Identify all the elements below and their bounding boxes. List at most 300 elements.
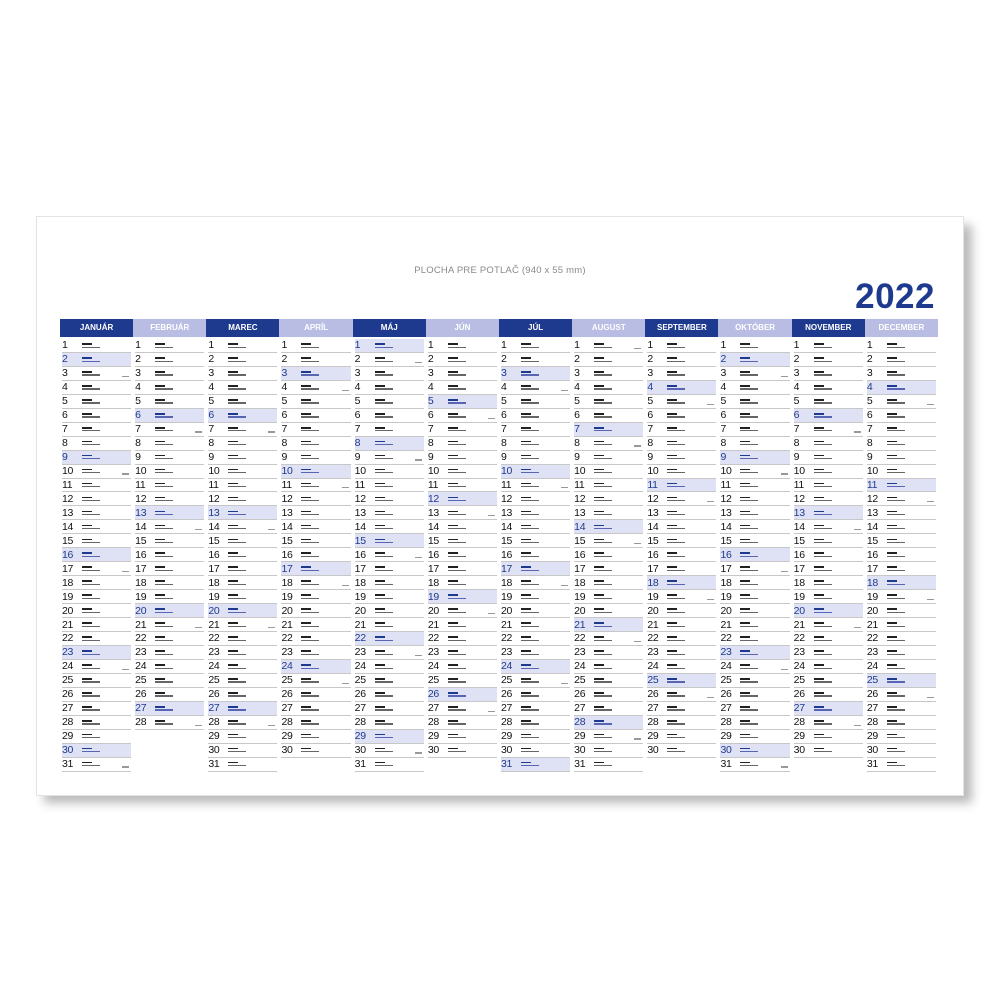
nameday-text (448, 654, 466, 655)
weekday-text (814, 594, 824, 596)
day-row (501, 353, 570, 367)
nameday-text (594, 542, 612, 543)
day-row (867, 534, 936, 548)
nameday-text (82, 681, 100, 682)
day-number: 2 (500, 353, 507, 366)
day-list (206, 339, 279, 772)
day-text (594, 455, 612, 460)
nameday-text (814, 640, 832, 641)
day-row (794, 604, 863, 618)
weekday-text (521, 594, 531, 596)
weekday-text (740, 539, 750, 541)
day-row (867, 548, 936, 562)
week-number-mark (854, 627, 861, 628)
day-text (301, 455, 319, 460)
day-row (647, 744, 716, 758)
day-text (521, 385, 539, 390)
nameday-text (228, 542, 246, 543)
day-row (135, 339, 204, 353)
day-number: 18 (62, 576, 74, 589)
day-number: 1 (281, 339, 288, 352)
day-row (428, 576, 497, 590)
day-text (594, 525, 612, 530)
day-text (740, 497, 758, 502)
nameday-text (667, 723, 685, 724)
nameday-text (228, 668, 246, 669)
day-number: 26 (135, 688, 147, 701)
day-text (228, 664, 246, 669)
day-text (375, 678, 393, 683)
nameday-text (155, 500, 173, 501)
nameday-text (740, 402, 758, 403)
nameday-text (155, 556, 173, 557)
day-text (521, 566, 539, 571)
day-number: 17 (281, 562, 293, 575)
day-text (814, 427, 832, 432)
nameday-text (448, 737, 466, 738)
empty-day-row (794, 758, 863, 772)
day-text (814, 692, 832, 697)
day-number: 4 (281, 381, 288, 394)
nameday-text (228, 486, 246, 487)
nameday-text (814, 361, 832, 362)
day-text (887, 483, 905, 488)
weekday-text (375, 427, 385, 429)
day-row (355, 716, 424, 730)
day-number: 13 (866, 506, 878, 519)
day-text (887, 539, 905, 544)
week-number-mark (488, 515, 495, 516)
nameday-text (521, 388, 539, 389)
day-number: 1 (720, 339, 727, 352)
nameday-text (887, 528, 905, 529)
day-row (867, 660, 936, 674)
month-header: JANUÁR (60, 319, 133, 337)
nameday-text (375, 402, 393, 403)
day-row (208, 562, 277, 576)
day-number: 8 (135, 437, 141, 450)
day-row (867, 576, 936, 590)
nameday-text (228, 640, 246, 641)
nameday-text (667, 751, 685, 752)
day-number: 13 (281, 506, 293, 519)
day-number: 9 (720, 451, 727, 464)
nameday-text (667, 347, 685, 348)
nameday-text (740, 472, 758, 473)
nameday-text (448, 500, 466, 501)
weekday-text (82, 343, 92, 345)
day-number: 3 (574, 367, 580, 380)
day-text (594, 678, 612, 683)
weekday-text (375, 692, 385, 694)
day-row (720, 506, 789, 520)
day-text (301, 469, 319, 474)
day-row (647, 534, 716, 548)
weekday-text (301, 664, 311, 666)
weekday-text (82, 566, 92, 568)
day-row (135, 618, 204, 632)
day-number: 29 (62, 730, 74, 743)
day-number: 10 (720, 465, 732, 478)
day-number: 17 (793, 562, 805, 575)
day-text (375, 525, 393, 530)
nameday-text (521, 416, 539, 417)
day-number: 5 (208, 395, 214, 408)
day-number: 17 (354, 562, 366, 575)
day-row (135, 646, 204, 660)
day-text (375, 706, 393, 711)
nameday-text (887, 709, 905, 710)
nameday-text (667, 640, 685, 641)
day-row (867, 590, 936, 604)
weekday-text (594, 678, 604, 680)
weekday-text (887, 539, 897, 541)
nameday-text (228, 416, 246, 417)
weekday-text (521, 748, 531, 750)
day-number: 14 (135, 520, 147, 533)
day-number: 27 (500, 702, 513, 715)
day-text (375, 385, 393, 390)
day-row (281, 716, 350, 730)
nameday-text (375, 709, 393, 710)
day-text (521, 734, 539, 739)
nameday-text (521, 514, 539, 515)
day-row (428, 660, 497, 674)
weekday-text (814, 664, 824, 666)
day-number: 10 (281, 465, 293, 478)
day-row (62, 492, 131, 506)
day-row (281, 479, 350, 493)
nameday-text (887, 486, 905, 487)
day-number: 17 (866, 562, 878, 575)
day-row (428, 339, 497, 353)
week-number-mark (854, 431, 861, 432)
weekday-text (155, 497, 165, 499)
day-row (428, 479, 497, 493)
weekday-text (82, 762, 92, 764)
day-number: 10 (866, 465, 878, 478)
day-text (448, 608, 466, 613)
day-row (867, 479, 936, 493)
day-number: 30 (62, 744, 74, 757)
nameday-text (740, 640, 758, 641)
day-row (867, 381, 936, 395)
nameday-text (301, 556, 319, 557)
day-number: 18 (574, 576, 586, 589)
weekday-text (375, 706, 385, 708)
nameday-text (521, 430, 539, 431)
weekday-text (667, 497, 677, 499)
day-number: 8 (574, 437, 580, 450)
day-number: 15 (574, 534, 586, 547)
day-text (155, 399, 173, 404)
day-number: 28 (135, 716, 147, 729)
nameday-text (594, 374, 612, 375)
day-row (135, 688, 204, 702)
weekday-text (375, 552, 385, 554)
day-text (887, 371, 905, 376)
day-text (594, 497, 612, 502)
weekday-text (521, 483, 531, 485)
weekday-text (228, 357, 238, 359)
day-row (428, 632, 497, 646)
day-number: 22 (354, 632, 366, 645)
nameday-text (301, 388, 319, 389)
day-number: 30 (647, 744, 659, 757)
day-text (155, 469, 173, 474)
day-row (867, 688, 936, 702)
day-row (355, 562, 424, 576)
day-number: 11 (62, 479, 73, 491)
day-row (574, 604, 643, 618)
day-number: 9 (793, 451, 800, 464)
nameday-text (301, 416, 319, 417)
day-row (281, 423, 350, 437)
day-number: 3 (866, 367, 873, 380)
day-row (867, 339, 936, 353)
day-row (355, 381, 424, 395)
day-row (355, 548, 424, 562)
nameday-text (448, 668, 466, 669)
day-row (867, 465, 936, 479)
month-column (572, 319, 645, 773)
weekday-text (375, 636, 385, 638)
day-row (501, 409, 570, 423)
day-number: 14 (208, 520, 220, 533)
day-text (448, 706, 466, 711)
weekday-text (667, 552, 677, 554)
week-number-mark (781, 571, 788, 572)
day-text (887, 343, 905, 348)
nameday-text (814, 556, 832, 557)
day-number: 19 (793, 590, 805, 603)
weekday-text (887, 427, 897, 429)
weekday-text (448, 720, 458, 722)
month-column (133, 319, 206, 773)
day-number: 23 (135, 646, 147, 659)
day-row (208, 451, 277, 465)
day-number: 9 (866, 451, 873, 464)
nameday-text (887, 765, 905, 766)
day-number: 16 (135, 548, 147, 561)
day-text (301, 483, 319, 488)
day-number: 16 (281, 548, 293, 561)
day-number: 2 (574, 353, 580, 366)
day-text (740, 525, 758, 530)
day-number: 31 (500, 758, 513, 771)
day-number: 4 (500, 381, 507, 394)
weekday-text (448, 748, 458, 750)
week-number-mark (415, 459, 422, 460)
nameday-text (301, 444, 319, 445)
day-row (501, 674, 570, 688)
weekday-text (155, 706, 165, 708)
day-number: 8 (427, 437, 434, 450)
day-row (574, 381, 643, 395)
day-text (740, 748, 758, 753)
day-text (521, 636, 539, 641)
day-row (62, 451, 131, 465)
nameday-text (448, 751, 466, 752)
day-row (720, 395, 789, 409)
day-row (355, 646, 424, 660)
weekday-text (375, 483, 385, 485)
nameday-text (521, 570, 539, 571)
nameday-text (301, 584, 319, 585)
weekday-text (887, 357, 897, 359)
day-number: 20 (574, 604, 586, 617)
weekday-text (155, 580, 165, 582)
nameday-text (667, 570, 685, 571)
day-number: 13 (427, 506, 439, 519)
nameday-text (82, 570, 100, 571)
day-row (62, 590, 131, 604)
day-row (208, 604, 277, 618)
weekday-text (448, 427, 458, 429)
day-text (814, 511, 832, 516)
weekday-text (814, 343, 824, 345)
week-number-mark (415, 362, 422, 363)
weekday-text (594, 622, 604, 624)
weekday-text (814, 427, 824, 429)
day-row (281, 451, 350, 465)
nameday-text (228, 347, 246, 348)
nameday-text (301, 402, 319, 403)
day-text (375, 566, 393, 571)
day-row (281, 744, 350, 758)
nameday-text (228, 430, 246, 431)
nameday-text (448, 556, 466, 557)
day-number: 18 (647, 576, 659, 589)
day-number: 10 (574, 465, 586, 478)
day-number: 7 (62, 423, 68, 436)
day-text (228, 469, 246, 474)
day-number: 28 (208, 716, 220, 729)
day-row (794, 674, 863, 688)
weekday-text (521, 608, 531, 610)
weekday-text (521, 497, 531, 499)
day-row (208, 520, 277, 534)
day-row (574, 409, 643, 423)
weekday-text (667, 748, 677, 750)
weekday-text (301, 539, 311, 541)
day-number: 15 (647, 534, 659, 547)
day-number: 13 (500, 506, 513, 519)
day-text (887, 511, 905, 516)
nameday-text (667, 709, 685, 710)
nameday-text (155, 654, 173, 655)
day-text (667, 539, 685, 544)
day-row (62, 534, 131, 548)
day-text (375, 636, 393, 641)
day-row (867, 646, 936, 660)
nameday-text (448, 528, 466, 529)
day-text (887, 357, 905, 362)
nameday-text (82, 737, 100, 738)
day-row (867, 744, 936, 758)
day-row (867, 367, 936, 381)
day-text (594, 441, 612, 446)
weekday-text (375, 525, 385, 527)
nameday-text (814, 654, 832, 655)
day-number: 26 (208, 688, 220, 701)
day-text (82, 552, 100, 557)
day-row (574, 576, 643, 590)
day-text (301, 594, 319, 599)
day-number: 3 (208, 367, 214, 380)
day-number: 5 (866, 395, 873, 408)
nameday-text (448, 486, 466, 487)
day-number: 17 (62, 562, 74, 575)
nameday-text (228, 654, 246, 655)
day-number: 18 (354, 576, 366, 589)
day-number: 6 (720, 409, 727, 422)
weekday-text (740, 413, 750, 415)
day-row (62, 730, 131, 744)
day-row (720, 367, 789, 381)
day-row (208, 534, 277, 548)
nameday-text (228, 612, 246, 613)
day-number: 14 (281, 520, 293, 533)
day-text (228, 720, 246, 725)
day-row (355, 674, 424, 688)
day-row (428, 688, 497, 702)
day-text (740, 455, 758, 460)
weekday-text (155, 469, 165, 471)
nameday-text (448, 430, 466, 431)
weekday-text (301, 636, 311, 638)
weekday-text (301, 357, 311, 359)
day-number: 27 (62, 702, 74, 715)
weekday-text (301, 525, 311, 527)
day-text (228, 636, 246, 641)
day-text (301, 525, 319, 530)
nameday-text (594, 458, 612, 459)
week-number-mark (122, 473, 129, 474)
nameday-text (375, 695, 393, 696)
nameday-text (375, 765, 393, 766)
day-text (375, 664, 393, 669)
nameday-text (448, 374, 466, 375)
day-row (62, 688, 131, 702)
day-number: 14 (574, 520, 586, 533)
day-text (887, 636, 905, 641)
day-number: 23 (208, 646, 220, 659)
day-row (62, 758, 131, 772)
day-text (228, 511, 246, 516)
day-text (82, 636, 100, 641)
day-text (667, 692, 685, 697)
empty-day-row (647, 758, 716, 772)
day-number: 21 (281, 618, 293, 631)
day-text (82, 706, 100, 711)
day-number: 19 (866, 590, 878, 603)
day-number: 14 (427, 520, 439, 533)
nameday-text (887, 737, 905, 738)
nameday-text (814, 486, 832, 487)
day-text (740, 539, 758, 544)
day-row (355, 758, 424, 772)
day-row (62, 465, 131, 479)
weekday-text (740, 734, 750, 736)
nameday-text (814, 723, 832, 724)
day-text (887, 734, 905, 739)
day-number: 12 (866, 492, 878, 505)
day-text (814, 455, 832, 460)
day-row (135, 548, 204, 562)
day-number: 17 (208, 562, 220, 575)
nameday-text (82, 723, 100, 724)
